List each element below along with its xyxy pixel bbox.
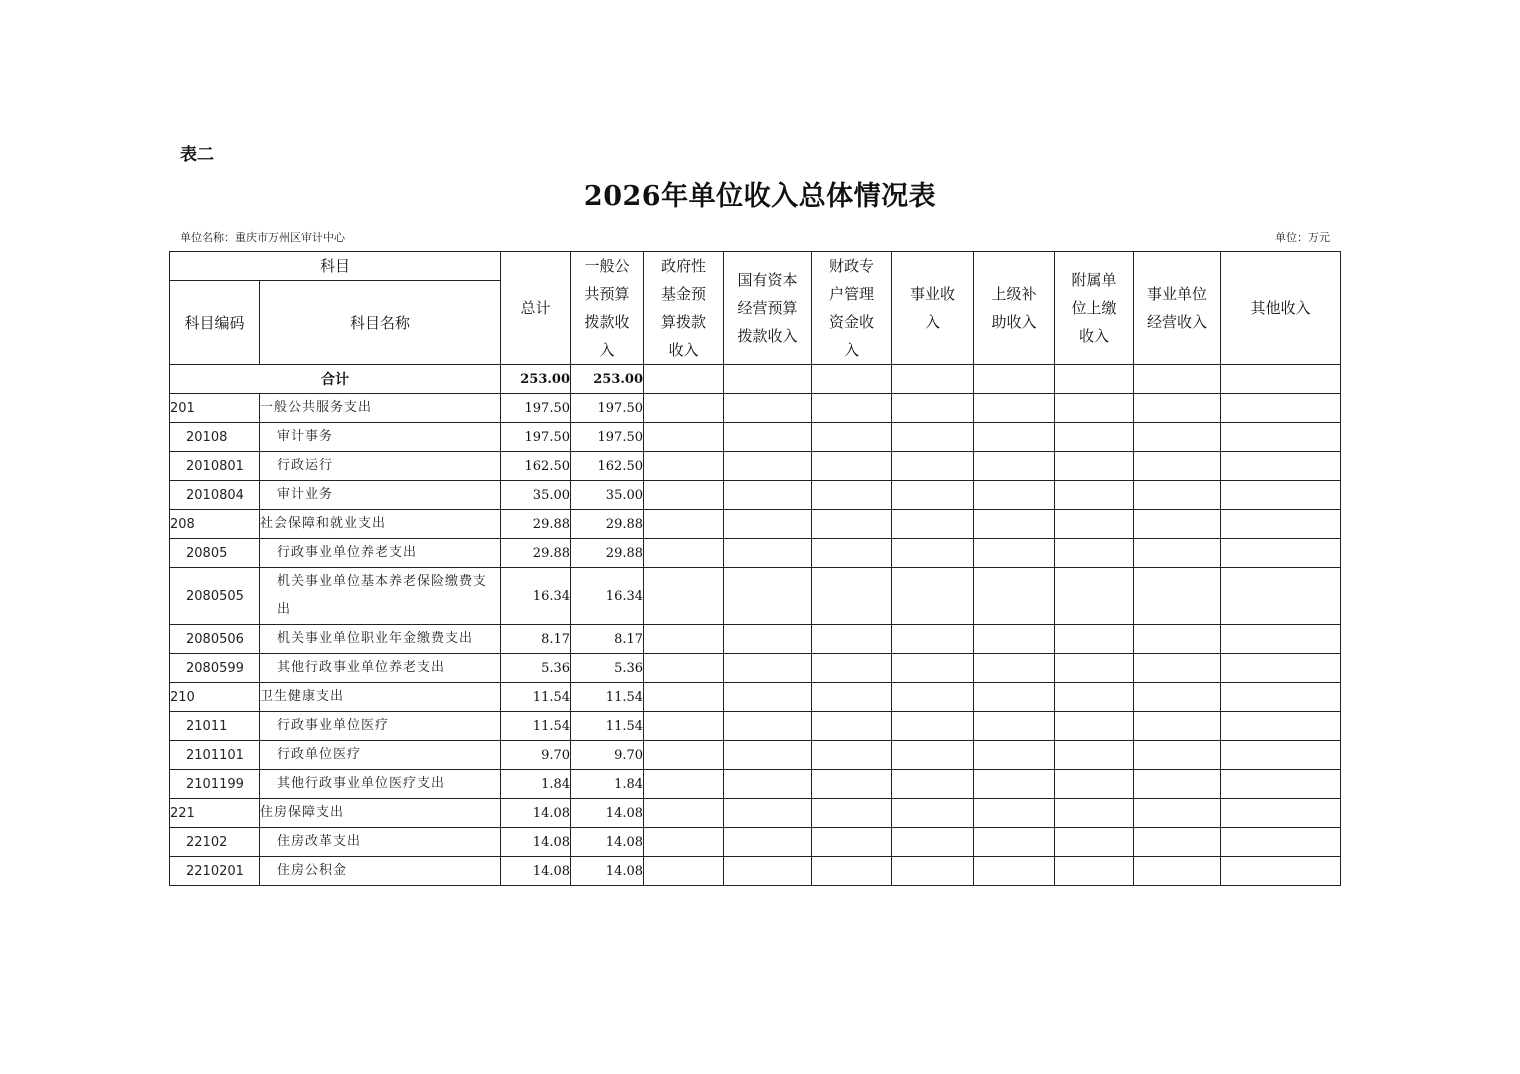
empty-cell [1134, 568, 1221, 625]
subject-name-cell: 审计业务 [260, 481, 501, 510]
empty-cell [644, 365, 724, 394]
empty-cell [644, 654, 724, 683]
header-subject-group: 科目 [170, 252, 501, 281]
subject-name-cell: 其他行政事业单位养老支出 [260, 654, 501, 683]
empty-cell [1221, 741, 1341, 770]
subject-code-cell: 2101101 [170, 741, 260, 770]
empty-cell [1055, 481, 1134, 510]
header-affiliated-remit [1055, 252, 1134, 365]
empty-cell [1134, 770, 1221, 799]
empty-cell [892, 539, 974, 568]
subject-name-cell: 住房公积金 [260, 857, 501, 886]
total-cell: 8.17 [501, 625, 571, 654]
total-cell: 29.88 [501, 510, 571, 539]
empty-cell [892, 568, 974, 625]
total-cell: 35.00 [501, 481, 571, 510]
subject-code-cell: 2080506 [170, 625, 260, 654]
subject-name-cell: 机关事业单位职业年金缴费支出 [260, 625, 501, 654]
empty-cell [644, 625, 724, 654]
empty-cell [812, 625, 892, 654]
empty-cell [1221, 568, 1341, 625]
empty-cell [1221, 625, 1341, 654]
empty-cell [1134, 625, 1221, 654]
empty-cell [724, 568, 812, 625]
general-budget-cell: 11.54 [571, 712, 644, 741]
empty-cell [812, 857, 892, 886]
empty-cell [1221, 452, 1341, 481]
empty-cell [1055, 423, 1134, 452]
table-row [170, 799, 1341, 828]
general-budget-cell: 14.08 [571, 828, 644, 857]
empty-cell [644, 539, 724, 568]
table-row [170, 394, 1341, 423]
empty-cell [892, 799, 974, 828]
empty-cell [724, 481, 812, 510]
empty-cell [812, 828, 892, 857]
general-budget-cell: 197.50 [571, 394, 644, 423]
empty-cell [724, 539, 812, 568]
header-fiscal-special [812, 252, 892, 365]
table-row [170, 712, 1341, 741]
empty-cell [892, 452, 974, 481]
empty-cell [1055, 625, 1134, 654]
income-summary-table [169, 251, 1341, 886]
table-row [170, 568, 1341, 625]
total-cell: 197.50 [501, 423, 571, 452]
empty-cell [812, 394, 892, 423]
empty-cell [892, 423, 974, 452]
empty-cell [644, 857, 724, 886]
empty-cell [644, 683, 724, 712]
document-title: 2026年单位收入总体情况表 [583, 181, 937, 212]
header-state-capital-text: 国有资本经营预算拨款收入 [737, 271, 798, 345]
header-business-income-text: 事业收入 [910, 285, 956, 331]
empty-cell [892, 625, 974, 654]
empty-cell [724, 625, 812, 654]
empty-cell [644, 510, 724, 539]
empty-cell [1055, 741, 1134, 770]
subject-code-cell: 210 [170, 683, 260, 712]
empty-cell [1055, 712, 1134, 741]
total-cell: 11.54 [501, 712, 571, 741]
header-superior-subsidy [974, 252, 1055, 365]
table-row [170, 625, 1341, 654]
empty-cell [644, 394, 724, 423]
subject-name-cell: 一般公共服务支出 [260, 394, 501, 423]
table-row [170, 770, 1341, 799]
subject-code-cell: 2080505 [170, 568, 260, 625]
total-cell: 29.88 [501, 539, 571, 568]
empty-cell [812, 568, 892, 625]
empty-cell [1221, 394, 1341, 423]
empty-cell [974, 857, 1055, 886]
empty-cell [1134, 539, 1221, 568]
subject-code-cell: 201 [170, 394, 260, 423]
subject-code-cell: 2101199 [170, 770, 260, 799]
empty-cell [812, 712, 892, 741]
empty-cell [892, 365, 974, 394]
subject-name-cell: 住房保障支出 [260, 799, 501, 828]
empty-cell [1134, 741, 1221, 770]
empty-cell [1055, 539, 1134, 568]
subject-code-cell: 2010804 [170, 481, 260, 510]
empty-cell [644, 452, 724, 481]
empty-cell [724, 423, 812, 452]
total-row-general-budget: 253.00 [571, 365, 644, 394]
empty-cell [724, 654, 812, 683]
empty-cell [724, 712, 812, 741]
total-cell: 11.54 [501, 683, 571, 712]
subject-name-cell: 行政单位医疗 [260, 741, 501, 770]
table-row [170, 654, 1341, 683]
empty-cell [974, 770, 1055, 799]
subject-code-cell: 22102 [170, 828, 260, 857]
subject-name-cell: 机关事业单位基本养老保险缴费支出 [260, 568, 501, 625]
empty-cell [892, 683, 974, 712]
header-other-income: 其他收入 [1221, 252, 1341, 365]
empty-cell [974, 625, 1055, 654]
empty-cell [974, 452, 1055, 481]
empty-cell [1055, 365, 1134, 394]
empty-cell [1221, 712, 1341, 741]
empty-cell [1134, 683, 1221, 712]
empty-cell [974, 683, 1055, 712]
empty-cell [974, 481, 1055, 510]
header-state-capital [724, 252, 812, 365]
empty-cell [724, 365, 812, 394]
empty-cell [892, 770, 974, 799]
empty-cell [644, 770, 724, 799]
empty-cell [644, 741, 724, 770]
empty-cell [1134, 510, 1221, 539]
total-cell: 5.36 [501, 654, 571, 683]
empty-cell [1134, 712, 1221, 741]
subject-code-cell: 20108 [170, 423, 260, 452]
empty-cell [1055, 394, 1134, 423]
general-budget-cell: 14.08 [571, 799, 644, 828]
empty-cell [724, 857, 812, 886]
empty-cell [1221, 510, 1341, 539]
general-budget-cell: 5.36 [571, 654, 644, 683]
empty-cell [1221, 423, 1341, 452]
empty-cell [974, 394, 1055, 423]
header-general-budget [571, 252, 644, 365]
table-row [170, 828, 1341, 857]
empty-cell [812, 423, 892, 452]
empty-cell [974, 365, 1055, 394]
general-budget-cell: 9.70 [571, 741, 644, 770]
header-superior-subsidy-text: 上级补助收入 [991, 285, 1037, 331]
empty-cell [812, 365, 892, 394]
header-fiscal-special-text: 财政专户管理资金收入 [829, 257, 875, 359]
empty-cell [812, 741, 892, 770]
empty-cell [892, 857, 974, 886]
empty-cell [644, 828, 724, 857]
empty-cell [812, 481, 892, 510]
empty-cell [892, 712, 974, 741]
empty-cell [724, 828, 812, 857]
empty-cell [1055, 683, 1134, 712]
subject-name-cell: 卫生健康支出 [260, 683, 501, 712]
total-cell: 16.34 [501, 568, 571, 625]
empty-cell [1221, 539, 1341, 568]
empty-cell [644, 568, 724, 625]
subject-name-cell: 住房改革支出 [260, 828, 501, 857]
empty-cell [812, 452, 892, 481]
header-general-budget-text: 一般公共预算拨款收入 [584, 257, 630, 359]
table-row [170, 510, 1341, 539]
subject-name-cell: 行政事业单位养老支出 [260, 539, 501, 568]
table-number-label: 表二 [180, 145, 214, 165]
header-gov-fund [644, 252, 724, 365]
header-affiliated-remit-text: 附属单位上缴收入 [1071, 271, 1117, 345]
empty-cell [1055, 568, 1134, 625]
table-row [170, 423, 1341, 452]
empty-cell [892, 741, 974, 770]
empty-cell [974, 712, 1055, 741]
header-row-1 [170, 252, 1341, 281]
empty-cell [892, 394, 974, 423]
general-budget-cell: 16.34 [571, 568, 644, 625]
total-row [170, 365, 1341, 394]
empty-cell [974, 568, 1055, 625]
data-rows [170, 394, 1341, 886]
empty-cell [892, 828, 974, 857]
empty-cell [974, 510, 1055, 539]
empty-cell [724, 770, 812, 799]
empty-cell [1134, 394, 1221, 423]
empty-cell [1221, 683, 1341, 712]
subject-code-cell: 2080599 [170, 654, 260, 683]
subject-name-cell: 社会保障和就业支出 [260, 510, 501, 539]
header-subject-name: 科目名称 [260, 281, 501, 365]
empty-cell [974, 654, 1055, 683]
empty-cell [1055, 828, 1134, 857]
empty-cell [724, 741, 812, 770]
header-gov-fund-text: 政府性基金预算拨款收入 [661, 257, 707, 359]
empty-cell [1134, 799, 1221, 828]
subject-code-cell: 2210201 [170, 857, 260, 886]
table-row [170, 857, 1341, 886]
total-cell: 162.50 [501, 452, 571, 481]
empty-cell [812, 799, 892, 828]
general-budget-cell: 162.50 [571, 452, 644, 481]
empty-cell [812, 654, 892, 683]
empty-cell [812, 683, 892, 712]
total-row-total: 253.00 [501, 365, 571, 394]
general-budget-cell: 29.88 [571, 539, 644, 568]
empty-cell [644, 712, 724, 741]
general-budget-cell: 29.88 [571, 510, 644, 539]
general-budget-cell: 8.17 [571, 625, 644, 654]
total-cell: 1.84 [501, 770, 571, 799]
empty-cell [1134, 452, 1221, 481]
empty-cell [974, 423, 1055, 452]
unit-label: 单位：万元 [1275, 231, 1330, 244]
empty-cell [1221, 654, 1341, 683]
empty-cell [1221, 857, 1341, 886]
empty-cell [724, 452, 812, 481]
empty-cell [1134, 481, 1221, 510]
empty-cell [812, 770, 892, 799]
table-row [170, 741, 1341, 770]
empty-cell [1221, 365, 1341, 394]
header-total: 总计 [501, 252, 571, 365]
unit-name-label: 单位名称：重庆市万州区审计中心 [180, 231, 345, 244]
empty-cell [1055, 799, 1134, 828]
empty-cell [974, 741, 1055, 770]
empty-cell [1055, 857, 1134, 886]
general-budget-cell: 1.84 [571, 770, 644, 799]
total-cell: 197.50 [501, 394, 571, 423]
total-cell: 14.08 [501, 857, 571, 886]
table-row [170, 683, 1341, 712]
subject-code-cell: 221 [170, 799, 260, 828]
empty-cell [1134, 828, 1221, 857]
general-budget-cell: 14.08 [571, 857, 644, 886]
empty-cell [974, 799, 1055, 828]
subject-name-cell: 行政运行 [260, 452, 501, 481]
table-row [170, 481, 1341, 510]
subject-name-cell: 其他行政事业单位医疗支出 [260, 770, 501, 799]
empty-cell [974, 828, 1055, 857]
header-business-operation-text: 事业单位经营收入 [1147, 285, 1208, 331]
subject-code-cell: 20805 [170, 539, 260, 568]
empty-cell [724, 394, 812, 423]
empty-cell [1221, 828, 1341, 857]
empty-cell [1134, 365, 1221, 394]
empty-cell [644, 799, 724, 828]
header-subject-code: 科目编码 [170, 281, 260, 365]
subject-code-cell: 208 [170, 510, 260, 539]
general-budget-cell: 35.00 [571, 481, 644, 510]
table-row [170, 539, 1341, 568]
empty-cell [724, 799, 812, 828]
subject-code-cell: 2010801 [170, 452, 260, 481]
empty-cell [1055, 654, 1134, 683]
empty-cell [1055, 770, 1134, 799]
empty-cell [724, 683, 812, 712]
empty-cell [724, 510, 812, 539]
subject-name-cell: 行政事业单位医疗 [260, 712, 501, 741]
subject-code-cell: 21011 [170, 712, 260, 741]
header-business-operation [1134, 252, 1221, 365]
empty-cell [1055, 452, 1134, 481]
general-budget-cell: 11.54 [571, 683, 644, 712]
empty-cell [1134, 423, 1221, 452]
general-budget-cell: 197.50 [571, 423, 644, 452]
empty-cell [644, 423, 724, 452]
total-row-label: 合计 [170, 365, 501, 394]
total-cell: 14.08 [501, 799, 571, 828]
total-cell: 14.08 [501, 828, 571, 857]
total-cell: 9.70 [501, 741, 571, 770]
empty-cell [892, 481, 974, 510]
empty-cell [644, 481, 724, 510]
empty-cell [1221, 799, 1341, 828]
empty-cell [812, 539, 892, 568]
empty-cell [1134, 857, 1221, 886]
table-row [170, 452, 1341, 481]
empty-cell [974, 539, 1055, 568]
empty-cell [1134, 654, 1221, 683]
empty-cell [892, 510, 974, 539]
empty-cell [812, 510, 892, 539]
empty-cell [1055, 510, 1134, 539]
empty-cell [892, 654, 974, 683]
header-business-income [892, 252, 974, 365]
empty-cell [1221, 770, 1341, 799]
subject-name-cell: 审计事务 [260, 423, 501, 452]
empty-cell [1221, 481, 1341, 510]
